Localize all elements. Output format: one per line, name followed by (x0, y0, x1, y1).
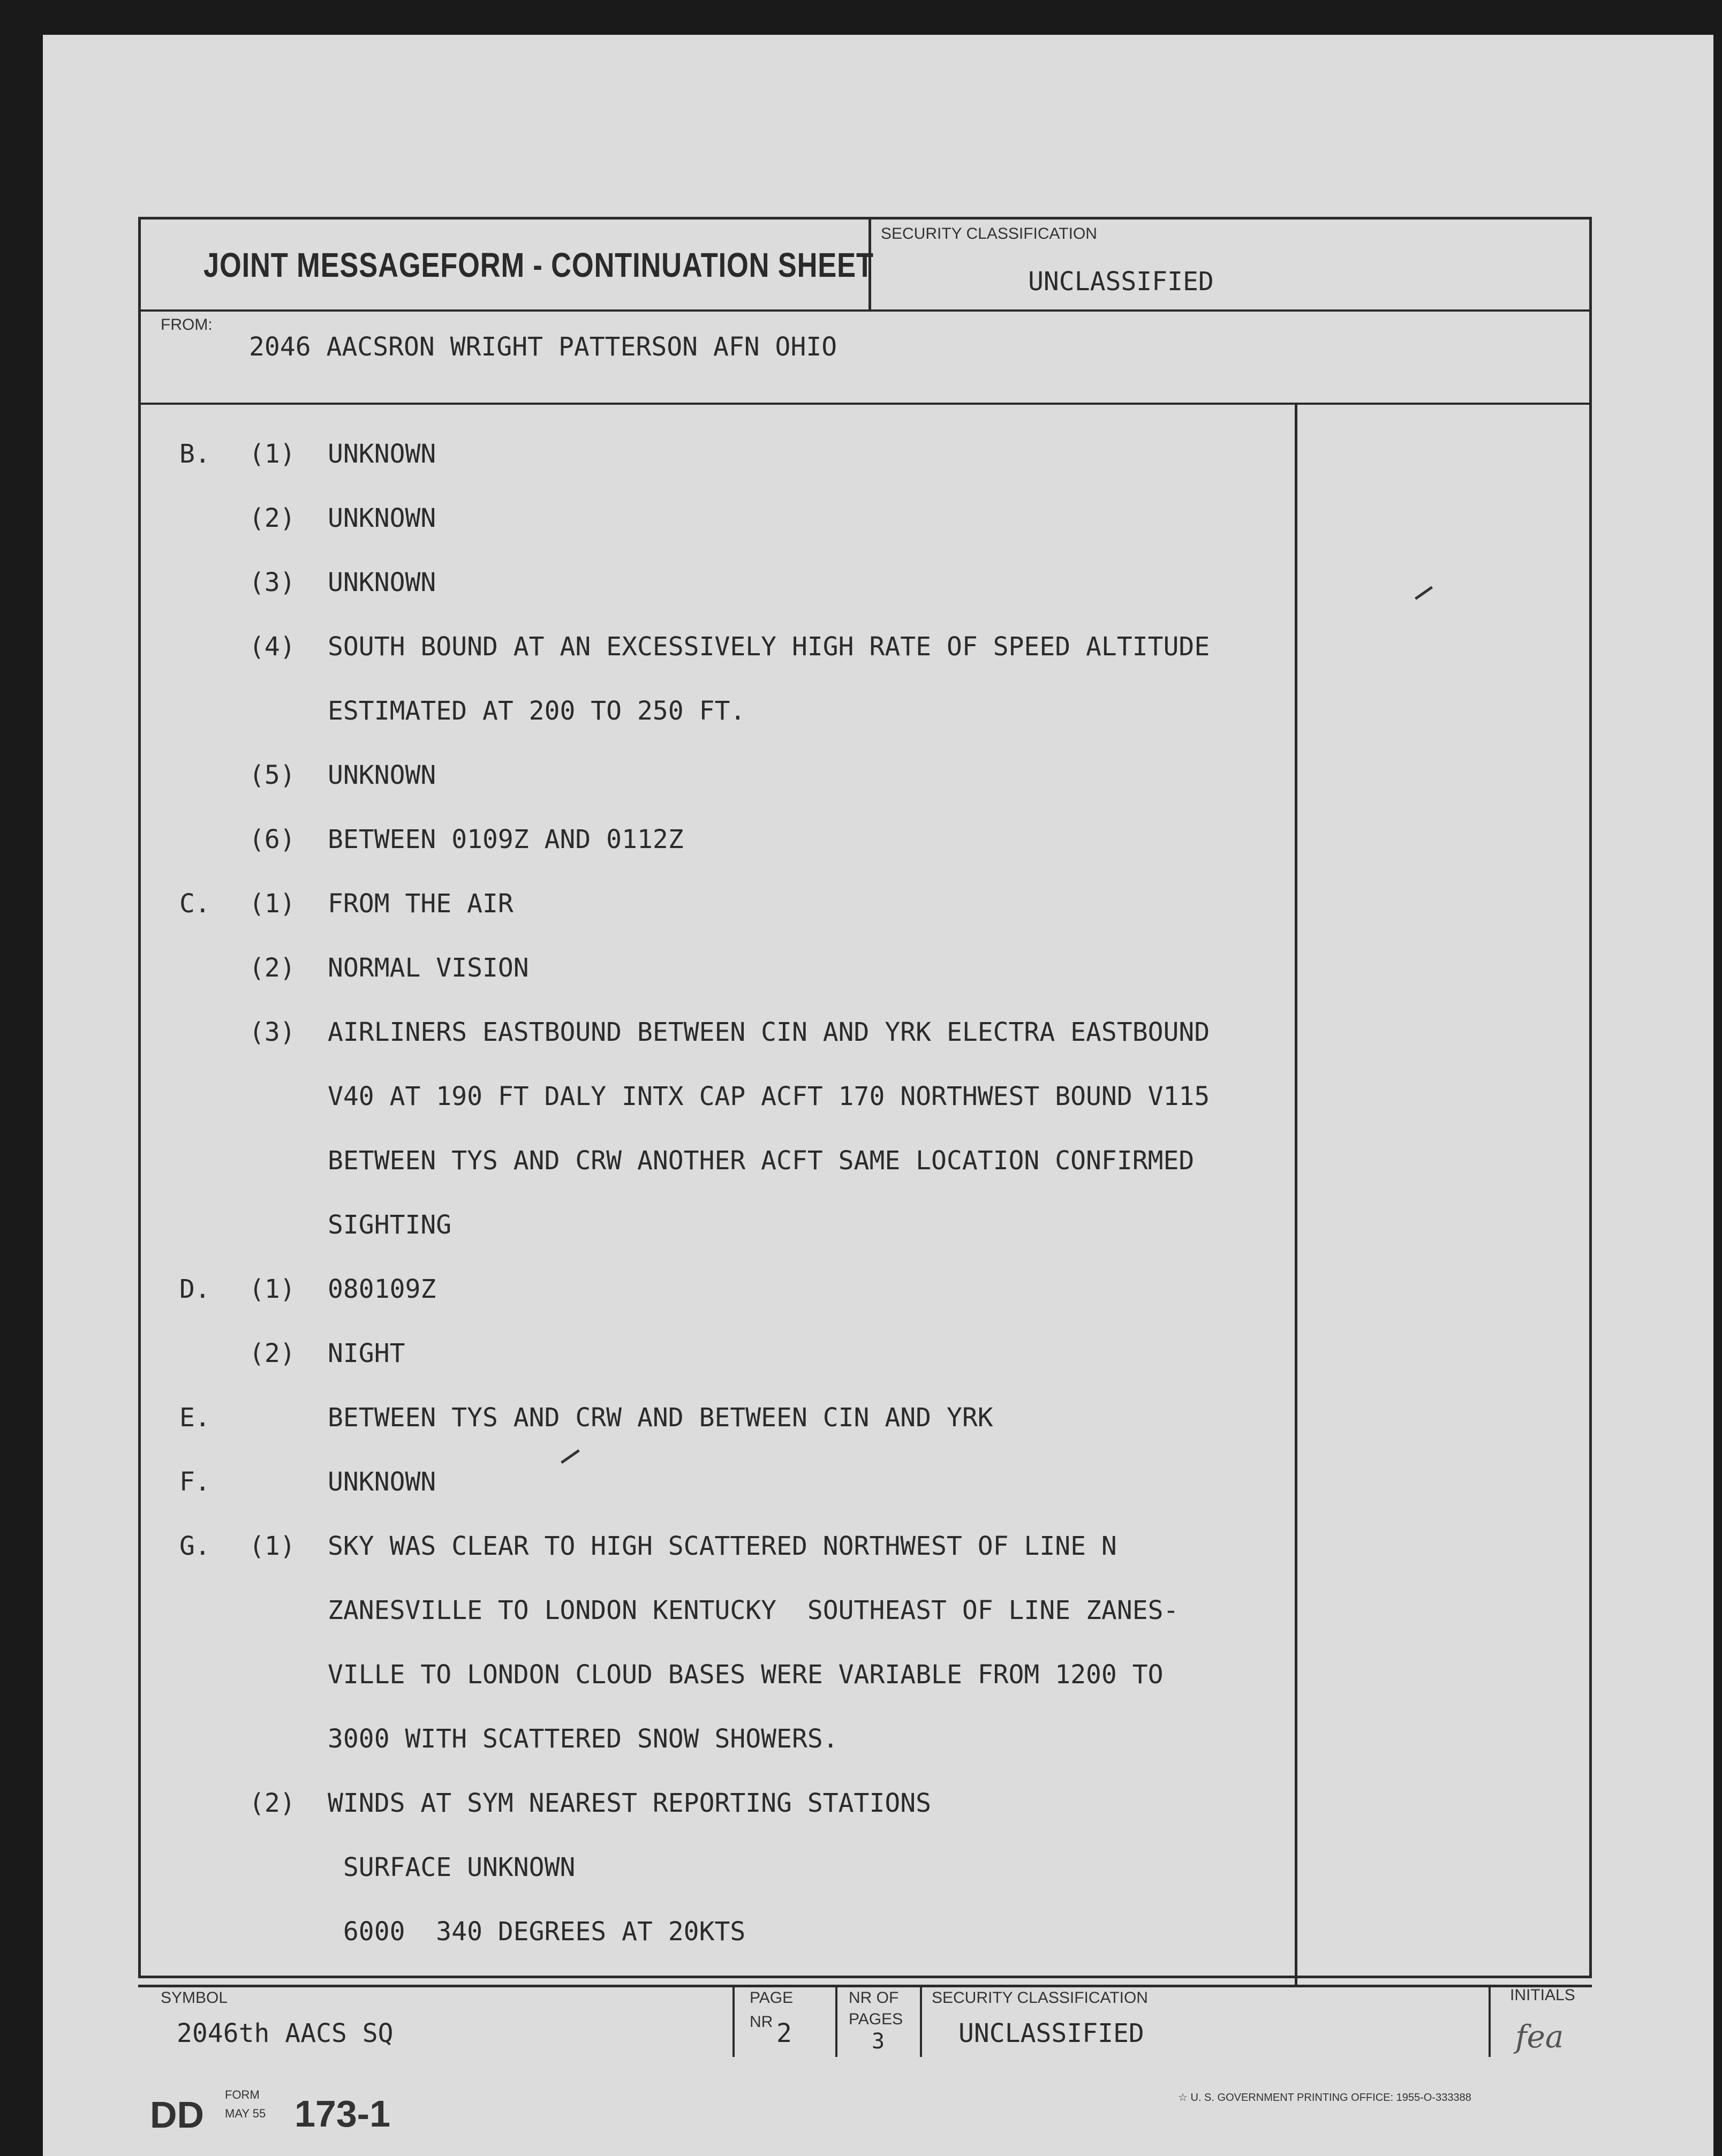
body-line-text: UNKNOWN (328, 439, 436, 469)
from-value: 2046 AACSRON WRIGHT PATTERSON AFN OHIO (249, 332, 837, 362)
from-label: FROM: (161, 316, 213, 334)
body-line-text: ESTIMATED AT 200 TO 250 FT. (328, 696, 746, 726)
body-line-text: SIGHTING (328, 1210, 452, 1240)
body-line-text: 6000 340 DEGREES AT 20KTS (328, 1917, 746, 1947)
form-number: 173-1 (294, 2093, 391, 2135)
body-line-section: C. (179, 889, 210, 919)
body-line-item: (2) (249, 1338, 296, 1368)
security-value-bottom: UNCLASSIFIED (958, 2018, 1144, 2048)
body-line-text: SOUTH BOUND AT AN EXCESSIVELY HIGH RATE OF SPEED ALTITUDE (328, 632, 1210, 662)
printing-office-text: U. S. GOVERNMENT PRINTING OFFICE: 1955-O-333388 (1190, 2092, 1471, 2104)
star-icon: ☆ (1178, 2092, 1191, 2104)
body-line-text: SKY WAS CLEAR TO HIGH SCATTERED NORTHWEST OF LINE N (328, 1531, 1117, 1561)
body-line-text: BETWEEN TYS AND CRW ANOTHER ACFT SAME LOCATION CONFIRMED (328, 1146, 1195, 1176)
body-line-text: UNKNOWN (328, 760, 436, 790)
pages-label-1: NR OF (849, 1989, 899, 2007)
body-line-text: NIGHT (328, 1338, 405, 1368)
body-line-item: (1) (249, 1274, 296, 1304)
body-line-item: (1) (249, 439, 296, 469)
symbol-label: SYMBOL (161, 1989, 228, 2007)
initials-signature: fea (1515, 2018, 1564, 2055)
body-line-item: (1) (249, 889, 296, 919)
security-value-top: UNCLASSIFIED (1028, 267, 1214, 297)
pages-total: 3 (872, 2029, 885, 2054)
body-line-item: (3) (249, 1017, 296, 1047)
header-bottom-rule (138, 309, 1592, 312)
body-line-text: V40 AT 190 FT DALY INTX CAP ACFT 170 NORTHWEST BOUND V115 (328, 1081, 1210, 1111)
footer-divider-2 (835, 1985, 837, 2057)
page-label-2: NR (750, 2013, 773, 2031)
body-line-item: (2) (249, 503, 296, 533)
body-line-item: (4) (249, 632, 296, 662)
security-label-top: SECURITY CLASSIFICATION (881, 225, 1097, 243)
form-title: JOINT MESSAGEFORM - CONTINUATION SHEET (203, 246, 874, 284)
printing-office-note (1178, 2091, 1471, 2104)
body-line-text: AIRLINERS EASTBOUND BETWEEN CIN AND YRK ELECTRA EASTBOUND (328, 1017, 1210, 1047)
pages-label-2: PAGES (849, 2010, 903, 2028)
footer-divider-4 (1489, 1985, 1491, 2057)
initials-label: INITIALS (1510, 1986, 1575, 2004)
footer-top-rule (138, 1985, 1592, 1987)
body-line-text: 3000 WITH SCATTERED SNOW SHOWERS. (328, 1724, 839, 1754)
security-label-bottom: SECURITY CLASSIFICATION (932, 1989, 1148, 2007)
body-line-item: (2) (249, 953, 296, 983)
body-line-text: FROM THE AIR (328, 889, 513, 919)
body-line-item: (5) (249, 760, 296, 790)
body-line-text: BETWEEN TYS AND CRW AND BETWEEN CIN AND YRK (328, 1403, 993, 1433)
body-line-section: G. (179, 1531, 210, 1561)
symbol-value: 2046th AACS SQ (177, 2018, 394, 2048)
footer-divider-1 (732, 1985, 735, 2057)
body-line-section: B. (179, 439, 210, 469)
form-date: MAY 55 (225, 2107, 266, 2120)
body-line-text: UNKNOWN (328, 568, 436, 597)
body-line-text: WINDS AT SYM NEAREST REPORTING STATIONS (328, 1788, 932, 1818)
form-prefix: DD (150, 2094, 205, 2136)
body-line-item: (1) (249, 1531, 296, 1561)
body-line-section: E. (179, 1403, 210, 1433)
footer-divider-3 (920, 1985, 922, 2057)
page-label-1: PAGE (750, 1989, 794, 2007)
from-bottom-rule (138, 403, 1592, 405)
body-line-text: ZANESVILLE TO LONDON KENTUCKY SOUTHEAST OF LINE ZANES- (328, 1595, 1179, 1625)
body-line-item: (6) (249, 824, 296, 854)
form-label: FORM (225, 2088, 260, 2101)
body-line-text: NORMAL VISION (328, 953, 529, 983)
body-line-section: D. (179, 1274, 210, 1304)
body-line-text: SURFACE UNKNOWN (328, 1852, 576, 1882)
right-margin-rule (1295, 403, 1297, 1985)
body-line-text: 080109Z (328, 1274, 436, 1304)
body-line-text: UNKNOWN (328, 503, 436, 533)
body-line-item: (3) (249, 568, 296, 597)
body-line-text: UNKNOWN (328, 1467, 436, 1497)
body-line-section: F. (179, 1467, 210, 1497)
page-number: 2 (776, 2018, 792, 2048)
body-line-item: (2) (249, 1788, 296, 1818)
body-line-text: BETWEEN 0109Z AND 0112Z (328, 824, 684, 854)
body-line-text: VILLE TO LONDON CLOUD BASES WERE VARIABLE FROM 1200 TO (328, 1660, 1164, 1690)
